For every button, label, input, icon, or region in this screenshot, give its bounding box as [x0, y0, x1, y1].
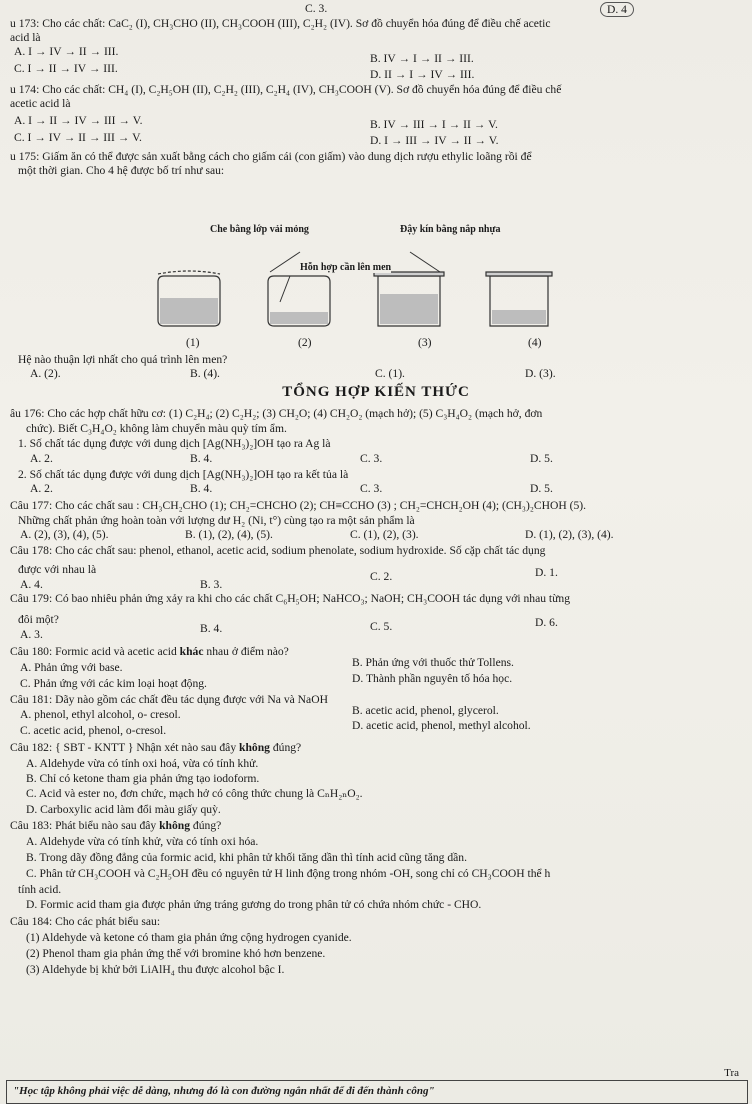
question-178-cont: được với nhau là — [18, 563, 97, 576]
q183-option-b: B. Trong dãy đồng đẳng của formic acid, khi phân tử khối tăng dần thì tính acid cũng tăng dần. — [26, 851, 467, 864]
q173-option-a: A. I → IV → II → III. — [14, 45, 119, 58]
question-175-ask: Hệ nào thuận lợi nhất cho quá trình lên men? — [18, 353, 228, 366]
q173-option-c: C. I → II → IV → III. — [14, 62, 118, 75]
q175-option-c: C. (1). — [375, 367, 405, 380]
q176-s1-option-b: B. 4. — [190, 452, 213, 465]
q184-statement-1: (1) Aldehyde và ketone có tham gia phản ứng cộng hydrogen cyanide. — [26, 931, 352, 944]
q179-option-a: A. 3. — [20, 628, 43, 641]
q184-statement-2: (2) Phenol tham gia phản ứng thế với bromine khó hơn benzene. — [26, 947, 326, 960]
q178-option-a: A. 4. — [20, 578, 43, 591]
question-175-cont: một thời gian. Cho 4 hệ được bố trí như sau: — [18, 164, 225, 177]
question-179-cont: đôi một? — [18, 613, 59, 626]
question-173-cont: acid là — [10, 31, 41, 44]
question-176-cont: chức). Biết C₃H₄O₂ không làm chuyển màu quỳ tím ẩm. — [26, 422, 287, 435]
q176-sub1: 1. Số chất tác dụng được với dung dịch [Ag(NH₃)₂]OH tạo ra Ag là — [18, 437, 331, 450]
q182-option-d: D. Carboxylic acid làm đổi màu giấy quỳ. — [26, 803, 221, 816]
footer-quote-box — [6, 1067, 748, 1104]
q181-option-c: C. acetic acid, phenol, o-cresol. — [20, 724, 167, 737]
q176-s2-option-a: A. 2. — [30, 482, 53, 495]
q176-s1-option-d: D. 5. — [530, 452, 553, 465]
top-option-c: C. 3. — [305, 2, 328, 15]
q177-option-d: D. (1), (2), (3), (4). — [525, 528, 614, 541]
q180-option-c: C. Phản ứng với các kim loại hoạt động. — [20, 677, 207, 690]
q178-option-d: D. 1. — [535, 566, 558, 579]
question-178: Câu 178: Cho các chất sau: phenol, ethanol, acetic acid, sodium phenolate, sodium hydroxide. Số cặp chất tác dụng — [10, 544, 546, 557]
q178-option-b: B. 3. — [200, 578, 223, 591]
jar-label-4: (4) — [528, 336, 542, 349]
question-183: Câu 183: Phát biểu nào sau đây không đúng? — [10, 819, 222, 832]
q181-option-d: D. acetic acid, phenol, methyl alcohol. — [352, 719, 531, 732]
fermentation-setup-figure — [150, 224, 570, 332]
question-175: u 175: Giấm ăn có thể được sản xuất bằng cách cho giấm cái (con giấm) vào dung dịch rượu ethylic loãng rồi để — [10, 150, 532, 163]
label-cloth-cover: Che bằng lớp vải mỏng — [210, 224, 309, 235]
question-174: u 174: Cho các chất: CH₄ (I), C₂H₅OH (II), C₂H₂ (III), C₂H₄ (IV), CH₃COOH (V). Sơ đồ chuyển hóa đúng để điều chế — [10, 83, 562, 96]
question-174-cont: acetic acid là — [10, 97, 71, 110]
q176-s2-option-b: B. 4. — [190, 482, 213, 495]
q175-option-a: A. (2). — [30, 367, 61, 380]
q177-option-b: B. (1), (2), (4), (5). — [185, 528, 273, 541]
top-option-d: D. 4 — [600, 2, 634, 17]
q177-option-c: C. (1), (2), (3). — [350, 528, 419, 541]
q180-option-a: A. Phản ứng với base. — [20, 661, 123, 674]
q182-option-b: B. Chỉ có ketone tham gia phản ứng tạo iodoform. — [26, 772, 260, 785]
question-177-cont: Những chất phản ứng hoàn toàn với lượng dư H₂ (Ni, t°) cùng tạo ra một sản phẩm là — [18, 514, 415, 527]
q179-option-b: B. 4. — [200, 622, 223, 635]
label-plastic-lid: Đậy kín bằng nắp nhựa — [400, 224, 501, 235]
question-182: Câu 182: { SBT - KNTT } Nhận xét nào sau đây không đúng? — [10, 741, 302, 754]
q174-option-d: D. I → III → IV → II → V. — [370, 134, 499, 147]
q175-option-d: D. (3). — [525, 367, 556, 380]
q174-option-c: C. I → IV → II → III → V. — [14, 131, 142, 144]
q176-s1-option-a: A. 2. — [30, 452, 53, 465]
footer-quote: "Học tập không phải việc dễ dàng, nhưng đó là con đường ngắn nhất để đi đến thành công" — [13, 1085, 435, 1097]
question-176: âu 176: Cho các hợp chất hữu cơ: (1) C₂H₄; (2) C₂H₂; (3) CH₂O; (4) CH₂O₂ (mạch hở); (5) C₃H₄O₂ (mạch hở, đơn — [10, 407, 543, 420]
q179-option-c: C. 5. — [370, 620, 393, 633]
q176-s1-option-c: C. 3. — [360, 452, 383, 465]
q179-option-d: D. 6. — [535, 616, 558, 629]
q183-option-a: A. Aldehyde vừa có tính khử, vừa có tính oxi hóa. — [26, 835, 259, 848]
q176-sub2: 2. Số chất tác dụng được với dung dịch [Ag(NH₃)₂]OH tạo ra kết tủa là — [18, 468, 349, 481]
label-ferment-mixture: Hỗn hợp cần lên men — [300, 262, 392, 273]
q176-s2-option-d: D. 5. — [530, 482, 553, 495]
q180-option-d: D. Thành phần nguyên tố hóa học. — [352, 672, 513, 685]
q182-option-c: C. Acid và ester no, đơn chức, mạch hở có công thức chung là CₙH₂ₙO₂. — [26, 787, 363, 800]
q173-option-d: D. II → I → IV → III. — [370, 68, 475, 81]
jar-label-3: (3) — [418, 336, 432, 349]
question-181: Câu 181: Dãy nào gồm các chất đều tác dụng được với Na và NaOH — [10, 693, 328, 706]
q178-option-c: C. 2. — [370, 570, 393, 583]
section-title: TỔNG HỢP KIẾN THỨC — [282, 384, 470, 400]
q181-option-a: A. phenol, ethyl alcohol, o- cresol. — [20, 708, 181, 721]
q174-option-b: B. IV → III → I → II → V. — [370, 118, 498, 131]
q181-option-b: B. acetic acid, phenol, glycerol. — [352, 704, 499, 717]
question-173: u 173: Cho các chất: CaC₂ (I), CH₃CHO (II), CH₃COOH (III), C₂H₂ (IV). Sơ đồ chuyển hóa đúng để điều chế acetic — [10, 17, 551, 30]
q182-option-a: A. Aldehyde vừa có tính oxi hoá, vừa có tính khử. — [26, 757, 259, 770]
q174-option-a: A. I → II → IV → III → V. — [14, 114, 143, 127]
question-177: Câu 177: Cho các chất sau : CH₃CH₂CHO (1); CH₂=CHCHO (2); CH≡CCHO (3) ; CH₂=CHCH₂OH (4); (CH₃)₂CHOH (5). — [10, 499, 587, 512]
q180-option-b: B. Phản ứng với thuốc thử Tollens. — [352, 656, 514, 669]
question-179: Câu 179: Có bao nhiêu phản ứng xảy ra khi cho các chất C₆H₅OH; NaHCO₃; NaOH; CH₃COOH tác dụng với nhau từng — [10, 592, 571, 605]
q184-statement-3: (3) Aldehyde bị khử bởi LiAlH₄ thu được alcohol bậc I. — [26, 963, 285, 976]
q177-option-a: A. (2), (3), (4), (5). — [20, 528, 109, 541]
q183-option-c-cont: tính acid. — [18, 883, 62, 896]
question-180: Câu 180: Formic acid và acetic acid khác nhau ở điểm nào? — [10, 645, 289, 658]
q183-option-c: C. Phân tử CH₃COOH và C₂H₅OH đều có nguyên tử H linh động trong nhóm -OH, song chỉ có CH₃COOH thể h — [26, 867, 551, 880]
question-184: Câu 184: Cho các phát biểu sau: — [10, 915, 161, 928]
jars-illustration — [150, 232, 570, 332]
q176-s2-option-c: C. 3. — [360, 482, 383, 495]
q173-option-b: B. IV → I → II → III. — [370, 52, 474, 65]
jar-label-2: (2) — [298, 336, 312, 349]
page-tag: Tra — [724, 1067, 739, 1079]
q175-option-b: B. (4). — [190, 367, 220, 380]
q183-option-d: D. Formic acid tham gia được phản ứng tráng gương do trong phân tử có chứa nhóm chức - CHO. — [26, 898, 482, 911]
jar-label-1: (1) — [186, 336, 200, 349]
